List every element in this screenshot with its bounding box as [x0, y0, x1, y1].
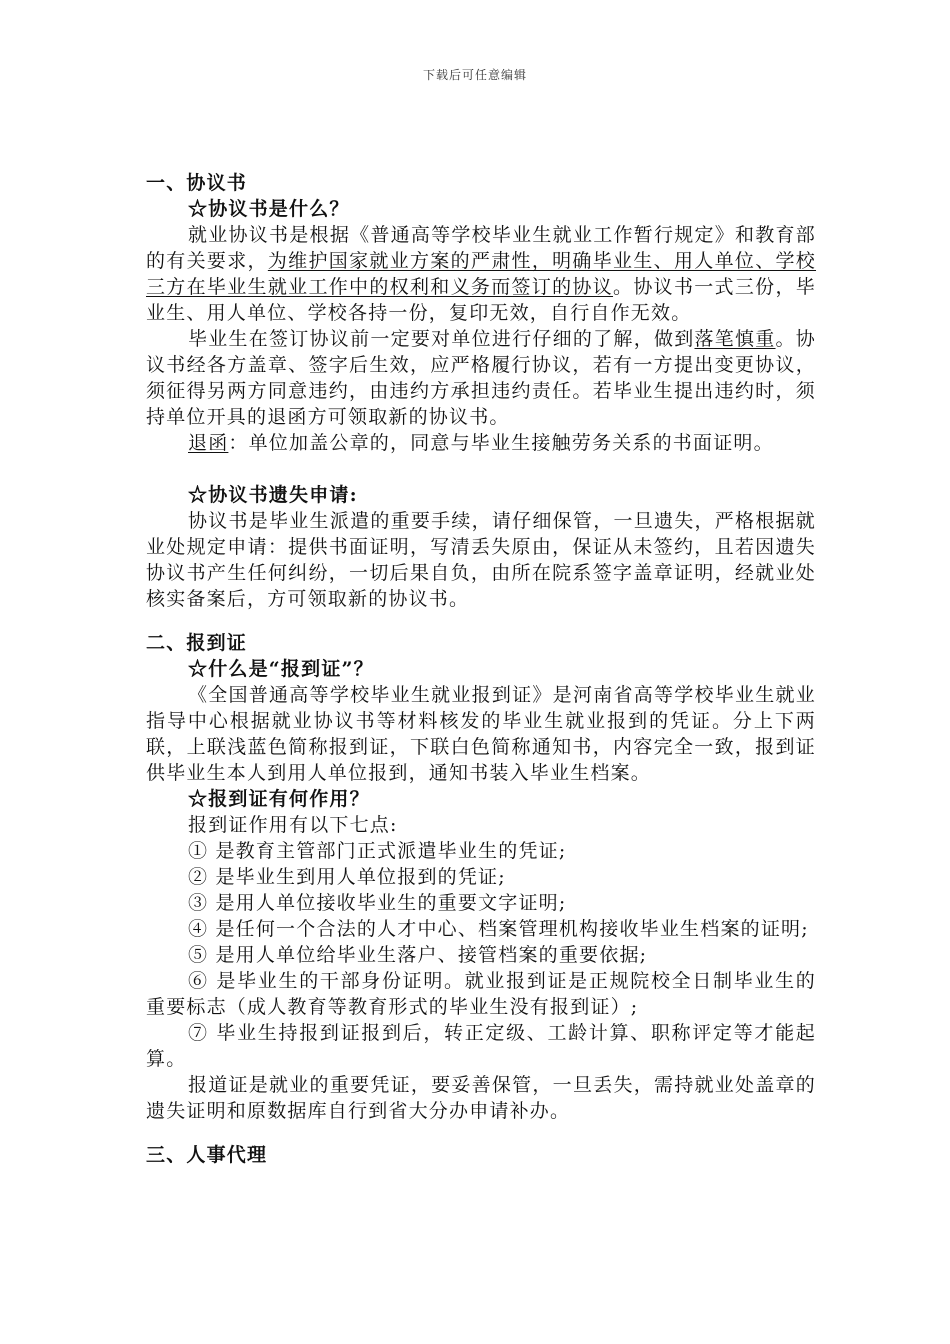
- underlined-return-letter: 退函: [188, 432, 229, 454]
- section-1-title: 一、协议书: [146, 172, 248, 194]
- underlined-careful: 落笔慎重: [694, 328, 776, 350]
- paragraph-lost-agreement: 协议书是毕业生派遣的重要手续，请仔细保管，一旦遗失，严格根据就业处规定申请：提供书面证明，写清丢失原由，保证从未签约，且若因遗失协议书产生任何纠纷，一切后果自负，由所在院系签字盖章证明，经就业处核实备案后，方可领取新的协议书。: [146, 510, 816, 610]
- list-item: ① 是教育主管部门正式派遣毕业生的凭证;: [188, 840, 567, 862]
- question-what-is-report-cert: ☆什么是“报到证”？: [188, 658, 374, 680]
- section-2-title: 二、报到证: [146, 632, 248, 654]
- list-item: ⑦ 毕业生持报到证报到后，转正定级、工龄计算、职称评定等才能起算。: [146, 1022, 816, 1070]
- question-what-is-agreement: ☆协议书是什么？: [188, 198, 350, 220]
- paragraph-agreement-definition: 就业协议书是根据《普通高等学校毕业生就业工作暂行规定》和教育部的有关要求，为维护国家就业方案的严肃性，明确毕业生、用人单位、学校三方在毕业生就业工作中的权利和义务而签订的协议。协议书一式三份，毕业生、用人单位、学校各持一份，复印无效，自行自作无效。: [146, 224, 817, 324]
- document-body: [146, 170, 816, 1168]
- underlined-purpose: 为维护国家就业方案的严肃性，明确毕业生、用人单位、学校三方在毕业生就业工作中的权利和义务而签订的协议: [146, 250, 817, 298]
- paragraph-return-letter: 退函：单位加盖公章的，同意与毕业生接触劳务关系的书面证明。: [188, 432, 774, 454]
- section-3-title: 三、人事代理: [146, 1144, 268, 1166]
- paragraph-signing-advice: 毕业生在签订协议前一定要对单位进行仔细的了解，做到落笔慎重。协议书经各方盖章、签字后生效，应严格履行协议，若有一方提出变更协议，须征得另两方同意违约，由违约方承担违约责任。若毕业生提出违约时，须持单位开具的退函方可领取新的协议书。: [146, 328, 816, 428]
- paragraph-lost-report-cert: 报道证是就业的重要凭证，要妥善保管，一旦丢失，需持就业处盖章的遗失证明和原数据库自行到省大分办申请补办。: [146, 1074, 816, 1122]
- question-lost-agreement: ☆协议书遗失申请:: [188, 484, 358, 506]
- list-item: ③ 是用人单位接收毕业生的重要文字证明;: [188, 892, 567, 914]
- page-header: 下载后可任意编辑: [422, 68, 527, 82]
- paragraph-report-cert-definition: 《全国普通高等学校毕业生就业报到证》是河南省高等学校毕业生就业指导中心根据就业协议书等材料核发的毕业生就业报到的凭证。分上下两联，上联浅蓝色简称报到证，下联白色简称通知书，内容完全一致，报到证供毕业生本人到用人单位报到，通知书装入毕业生档案。: [146, 684, 816, 784]
- list-item: ⑤ 是用人单位给毕业生落户、接管档案的重要依据;: [188, 944, 648, 966]
- list-item: ④ 是任何一个合法的人才中心、档案管理机构接收毕业生档案的证明;: [188, 918, 809, 940]
- list-item: ⑥ 是毕业生的干部身份证明。就业报到证是正规院校全日制毕业生的重要标志（成人教育等教育形式的毕业生没有报到证）;: [146, 970, 816, 1018]
- list-item: ② 是毕业生到用人单位报到的凭证;: [188, 866, 506, 888]
- paragraph-uses-intro: 报到证作用有以下七点:: [188, 814, 398, 836]
- question-report-cert-use: ☆报到证有何作用？: [188, 788, 370, 810]
